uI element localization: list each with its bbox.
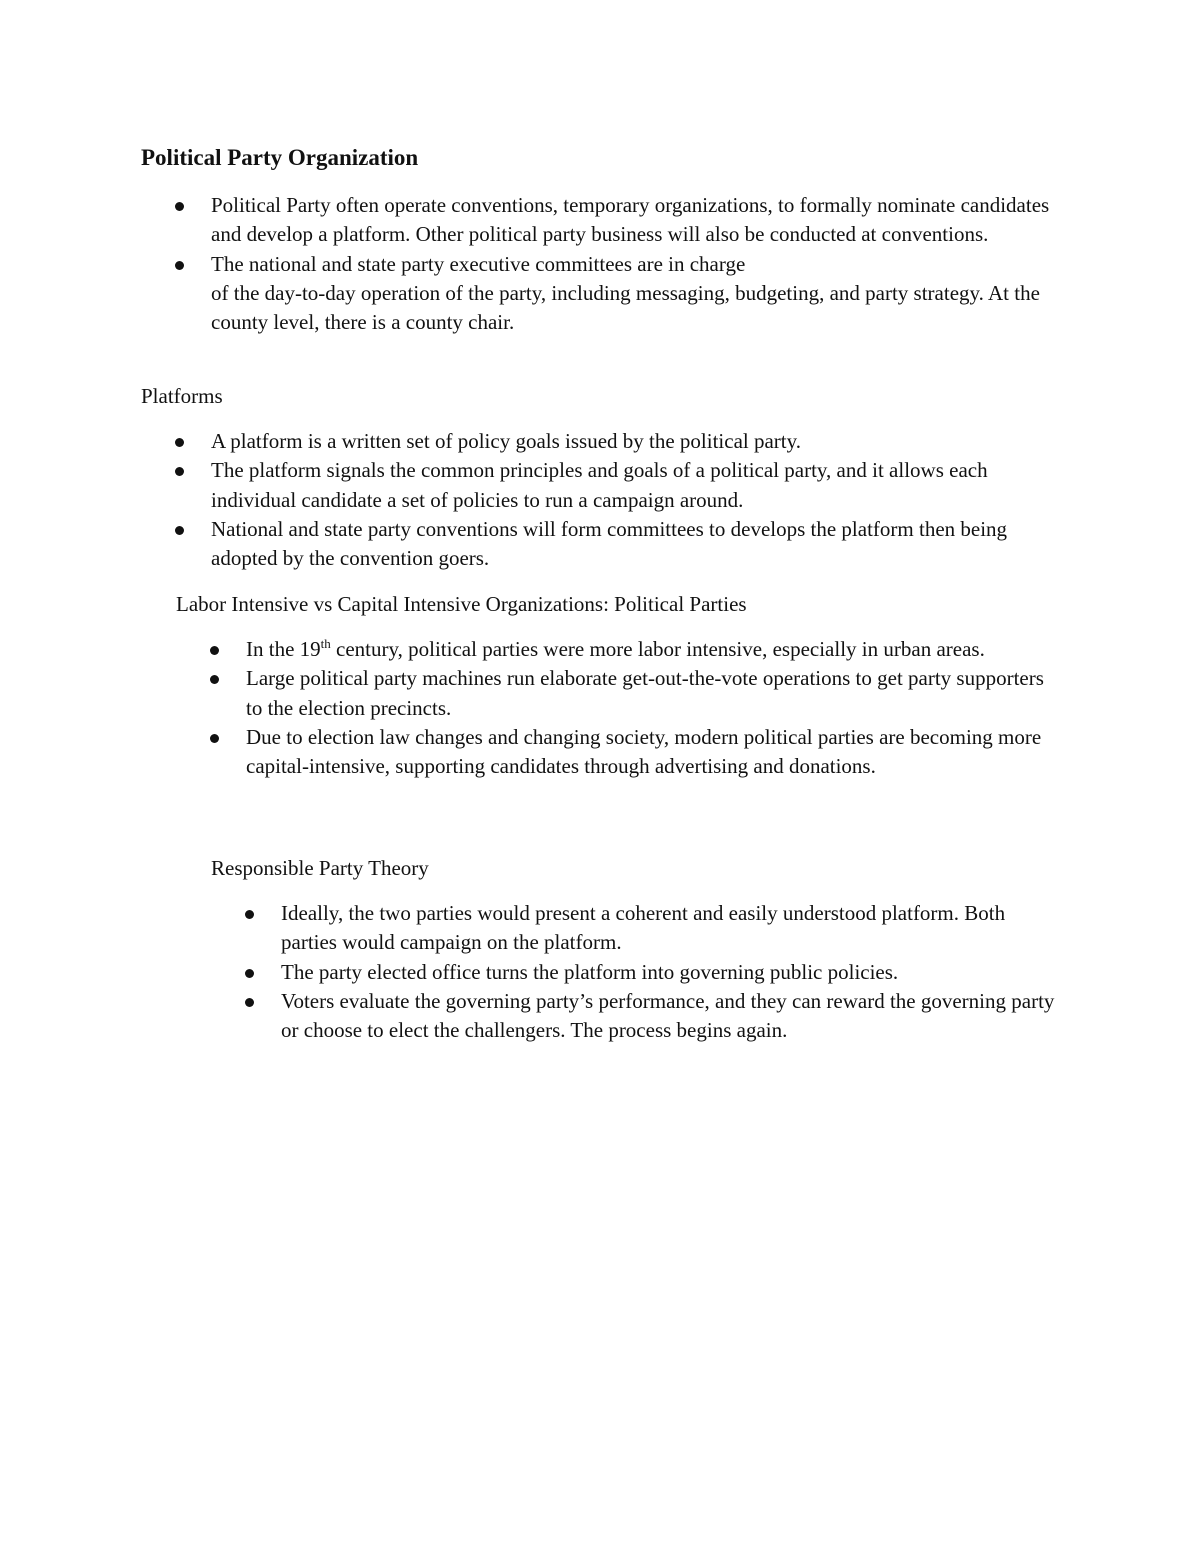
list-item-text-part: century, political parties were more labor intensive, especially in urban areas. xyxy=(330,637,985,661)
section-labor-vs-capital xyxy=(176,590,1061,781)
bullet-list xyxy=(176,635,1061,781)
list-item xyxy=(141,250,1061,338)
list-item-text: Voters evaluate the governing party’s performance, and they can reward the governing party or choose to elect the challengers. The process begins again. xyxy=(281,988,1055,1043)
bullet-icon xyxy=(245,969,254,978)
list-item xyxy=(141,456,1061,515)
bullet-list xyxy=(211,899,1061,1045)
bullet-icon xyxy=(175,438,184,447)
list-item-text: The party elected office turns the platform into governing public policies. xyxy=(281,959,899,984)
list-item-text: National and state party conventions will form committees to develops the platform then being adopted by the convention goers. xyxy=(211,516,1008,571)
list-item xyxy=(141,515,1061,574)
list-item-text: Due to election law changes and changing society, modern political parties are becoming more capital-intensive, supporting candidates through advertising and donations. xyxy=(246,724,1042,779)
section-title: Labor Intensive vs Capital Intensive Organizations: Political Parties xyxy=(176,592,747,616)
list-item-text: A platform is a written set of policy goals issued by the political party. xyxy=(211,429,802,453)
list-item-text xyxy=(246,635,1061,664)
section-title: Platforms xyxy=(141,384,223,408)
list-item xyxy=(211,899,1061,958)
bullet-icon xyxy=(245,910,254,919)
list-item-text-line: The national and state party executive committees are in charge xyxy=(211,251,746,276)
bullet-icon xyxy=(245,998,254,1007)
list-item-text-line: of the day-to-day operation of the party, including messaging, budgeting, and party strategy. At the county level, there is a county chair. xyxy=(211,280,1040,335)
list-item xyxy=(176,664,1061,723)
list-item xyxy=(141,427,1061,456)
list-item-text-part: In the 19 xyxy=(246,637,321,661)
superscript: th xyxy=(320,636,331,651)
list-item xyxy=(141,191,1061,250)
bullet-icon xyxy=(210,646,219,655)
bullet-list xyxy=(141,427,1061,573)
section-title: Responsible Party Theory xyxy=(211,856,429,880)
bullet-icon xyxy=(210,734,219,743)
bullet-icon xyxy=(210,675,219,684)
list-item-text: Large political party machines run elaborate get-out-the-vote operations to get party supporters to the election precincts. xyxy=(246,666,1044,720)
list-item-text: Political Party often operate conventions, temporary organizations, to formally nominate candidates and develop a platform. Other political party business will also be conducted at conventions. xyxy=(211,193,1050,247)
bullet-icon xyxy=(175,261,184,270)
bullet-icon xyxy=(175,467,184,476)
section-political-party-organization xyxy=(141,143,1061,337)
list-item xyxy=(176,635,1061,664)
list-item xyxy=(211,987,1061,1046)
list-item-text: The platform signals the common principles and goals of a political party, and it allows each individual candidate a set of policies to run a campaign around. xyxy=(211,458,988,512)
list-item-text xyxy=(211,250,1061,338)
section-title: Political Party Organization xyxy=(141,145,419,170)
section-platforms xyxy=(141,382,1061,573)
bullet-icon xyxy=(175,202,184,211)
bullet-icon xyxy=(175,526,184,535)
section-responsible-party-theory xyxy=(211,854,1061,1045)
bullet-list xyxy=(141,191,1061,337)
list-item xyxy=(211,958,1061,987)
list-item-text: Ideally, the two parties would present a coherent and easily understood platform. Both parties would campaign on the platform. xyxy=(281,901,1006,955)
list-item xyxy=(176,723,1061,782)
